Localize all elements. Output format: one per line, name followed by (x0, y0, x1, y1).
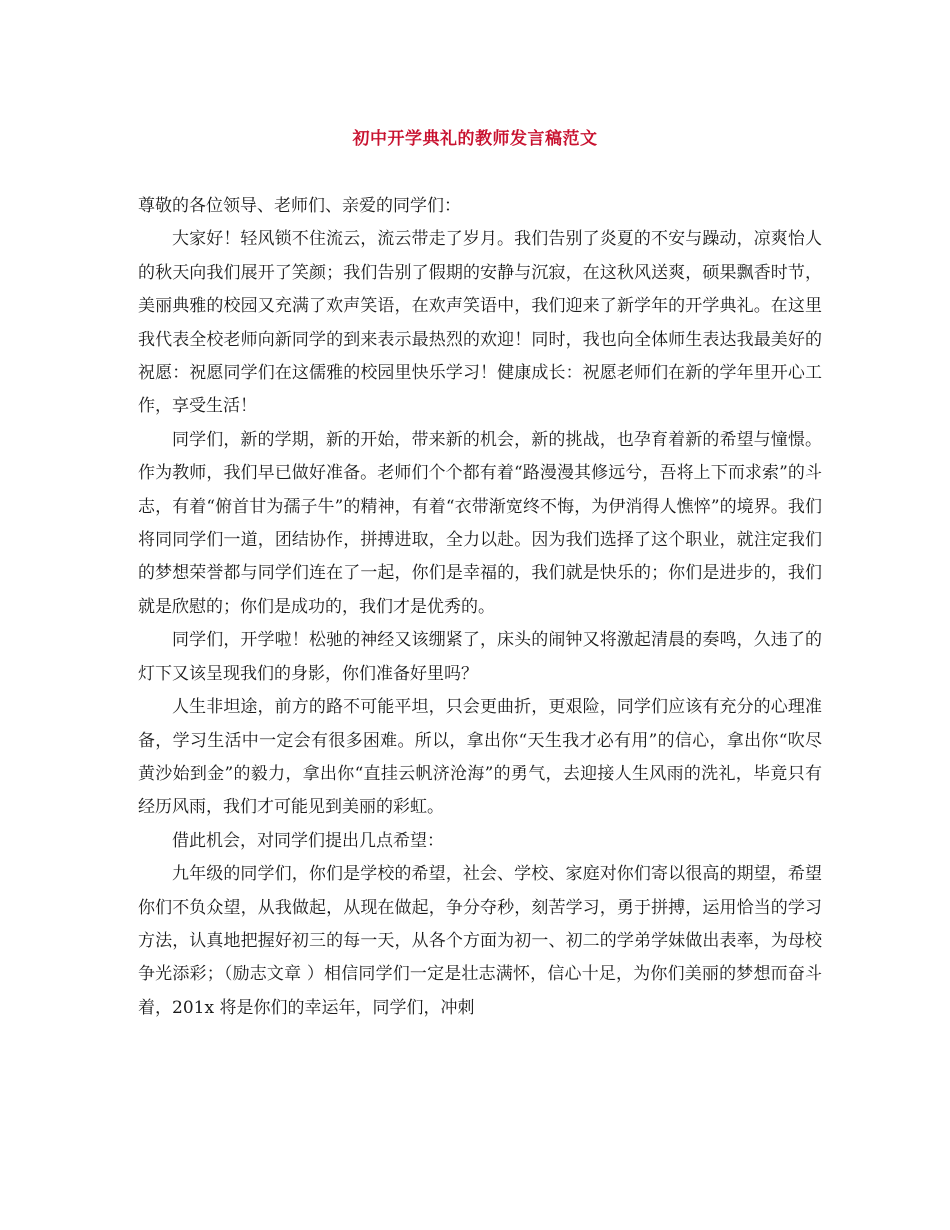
school-start-paragraph: 同学们，开学啦！松驰的神经又该绷紧了，床头的闹钟又将激起清晨的奏鸣，久违了的灯下又该呈现我们的身影，你们准备好里吗？ (138, 630, 822, 684)
teachers-ready-paragraph: 同学们，新的学期，新的开始，带来新的机会，新的挑战，也孕育着新的希望与憧憬。作为教师，我们早已做好准备。老师们个个都有着“路漫漫其修远兮，吾将上下而求索”的斗志，有着“俯首甘为孺子牛”的精神，有着“衣带渐宽终不悔，为伊消得人憔悴”的境界。我们将同同学们一道，团结协作，拼搏进取，全力以赴。因为我们选择了这个职业，就注定我们的梦想荣誉都与同学们连在了一起，你们是幸福的，我们就是快乐的；你们是进步的，我们就是欣慰的；你们是成功的，我们才是优秀的。 (138, 429, 822, 617)
life-path-paragraph: 人生非坦途，前方的路不可能平坦，只会更曲折，更艰险，同学们应该有充分的心理准备，学习生活中一定会有很多困难。所以，拿出你“天生我才必有用”的信心，拿出你“吹尽黄沙始到金”的毅力，拿出你“直挂云帆济沧海”的勇气，去迎接人生风雨的洗礼，毕竟只有经历风雨，我们才可能见到美丽的彩虹。 (138, 697, 822, 818)
salutation-paragraph: 尊敬的各位领导、老师们、亲爱的同学们： (138, 196, 461, 216)
grade-nine-paragraph: 九年级的同学们，你们是学校的希望，社会、学校、家庭对你们寄以很高的期望，希望你们不负众望，从我做起，从现在做起，争分夺秒，刻苦学习，勇于拼搏，运用恰当的学习方法，认真地把握好初三的每一天，从各个方面为初一、初二的学弟学妹做出表率，为母校争光添彩；（励志文章 ）相信同学们一定是壮志满怀，信心十足，为你们美丽的梦想而奋斗着，201x 将是你们的幸运年，同学们，冲刺 (138, 864, 822, 1018)
greeting-paragraph: 大家好！轻风锁不住流云，流云带走了岁月。我们告别了炎夏的不安与躁动，凉爽怡人的秋天向我们展开了笑颜；我们告别了假期的安静与沉寂，在这秋风送爽，硕果飘香时节，美丽典雅的校园又充满了欢声笑语，在欢声笑语中，我们迎来了新学年的开学典礼。在这里我代表全校老师向新同学的到来表示最热烈的欢迎！同时，我也向全体师生表达我最美好的祝愿：祝愿同学们在这儒雅的校园里快乐学习！健康成长：祝愿老师们在新的学年里开心工作，享受生活！ (138, 229, 822, 417)
document-title: 初中开学典礼的教师发言稿范文 (352, 129, 598, 149)
document-body (138, 190, 822, 1025)
hopes-intro-paragraph: 借此机会，对同学们提出几点希望： (172, 830, 444, 851)
